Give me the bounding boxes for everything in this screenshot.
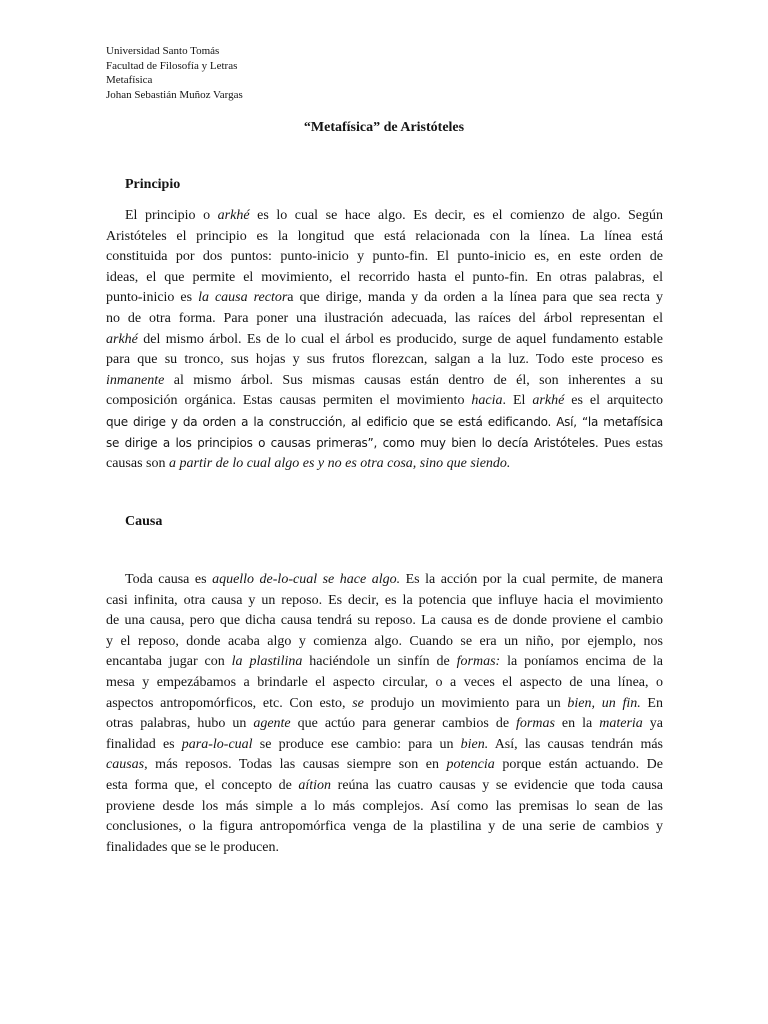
text-line: para que su tronco, sus hojas y sus frutos florezcan, salgan a la luz. Todo este proceso es <box>106 352 663 368</box>
header-course: Metafísica <box>106 74 153 86</box>
text-line: finalidades que se le producen. <box>106 839 279 855</box>
document-header <box>106 44 243 102</box>
text-line: causas son a partir de lo cual algo es y no es otra cosa, sino que siendo. <box>106 456 511 472</box>
text-line: encantaba jugar con la plastilina haciéndole un sinfín de formas: la poníamos encima de la <box>106 654 663 670</box>
text-line: composición orgánica. Estas causas permiten el movimiento hacia. El arkhé es el arquitecto <box>106 393 663 409</box>
text-line: otras palabras, hubo un agente que actúo para generar cambios de formas en la materia ya <box>106 716 663 732</box>
paragraph-causa <box>106 570 663 858</box>
text-line: y el reposo, donde acaba algo y comienza algo. Cuando se era un niño, por ejemplo, nos <box>106 633 663 649</box>
text-line: Toda causa es aquello de-lo-cual se hace algo. Es la acción por la cual permite, de manera <box>125 572 663 587</box>
text-line: punto-inicio es la causa rectora que dirige, manda y da orden a la línea para que sea recta y <box>106 290 663 306</box>
text-line: finalidad es para-lo-cual se produce ese cambio: para un bien. Así, las causas tendrán más <box>106 736 663 752</box>
paragraph-principio <box>106 206 663 475</box>
text-line: Aristóteles el principio es la longitud que está relacionada con la línea. La línea está <box>106 228 663 244</box>
text-line: causas, más reposos. Todas las causas siempre son en potencia porque están actuando. De <box>106 757 663 773</box>
text-line: conclusiones, o la figura antropomórfica venga de la plastilina y de una serie de cambios y <box>106 819 663 835</box>
header-faculty: Facultad de Filosofía y Letras <box>106 59 238 72</box>
text-line: se dirige a los principios o causas primeras”, como muy bien lo decía Aristóteles. Pues estas <box>106 435 663 451</box>
text-line: que dirige y da orden a la construcción, al edificio que se está edificando. Así, “la metafísica <box>106 414 663 429</box>
text-line: proviene desde los más simple a lo más complejos. Así como las premisas lo sean de las <box>106 798 663 814</box>
text-line: casi infinita, otra causa y un reposo. Es decir, es la potencia que influye hacia el movimiento <box>106 592 663 608</box>
text-line: aspectos antropomórficos, etc. Con esto, se produjo un movimiento para un bien, un fin. En <box>106 695 663 711</box>
text-line: arkhé del mismo árbol. Es de lo cual el árbol es producido, surge de aquel fundamento estable <box>106 331 663 347</box>
header-author: Johan Sebastián Muñoz Vargas <box>106 88 243 101</box>
text-line: ideas, el que permite el movimiento, el recorrido hasta el punto-fin. En otras palabras, el <box>106 269 663 285</box>
document-title: “Metafísica” de Aristóteles <box>303 120 465 135</box>
section-heading-causa: Causa <box>125 514 163 529</box>
section-heading-principio: Principio <box>125 177 181 192</box>
text-line: constituida por dos puntos: punto-inicio y punto-fin. El punto-inicio es, en este orden de <box>106 249 663 265</box>
header-university: Universidad Santo Tomás <box>106 45 220 57</box>
text-line: mesa y empezábamos a brindarle el aspecto circular, o a veces el aspecto de una línea, o <box>106 674 663 690</box>
text-line: de una causa, pero que dicha causa tendrá su reposo. La causa es de donde proviene el cambio <box>106 613 663 629</box>
text-line: El principio o arkhé es lo cual se hace algo. Es decir, es el comienzo de algo. Según <box>125 208 663 223</box>
text-line: inmanente al mismo árbol. Sus mismas causas están dentro de él, son inherentes a su <box>106 372 663 388</box>
text-line: esta forma que, el concepto de aítion reúna las cuatro causas y se evidencie que toda causa <box>106 777 663 793</box>
text-line: no de otra forma. Para poner una ilustración adecuada, las raíces del árbol representan el <box>106 310 663 326</box>
